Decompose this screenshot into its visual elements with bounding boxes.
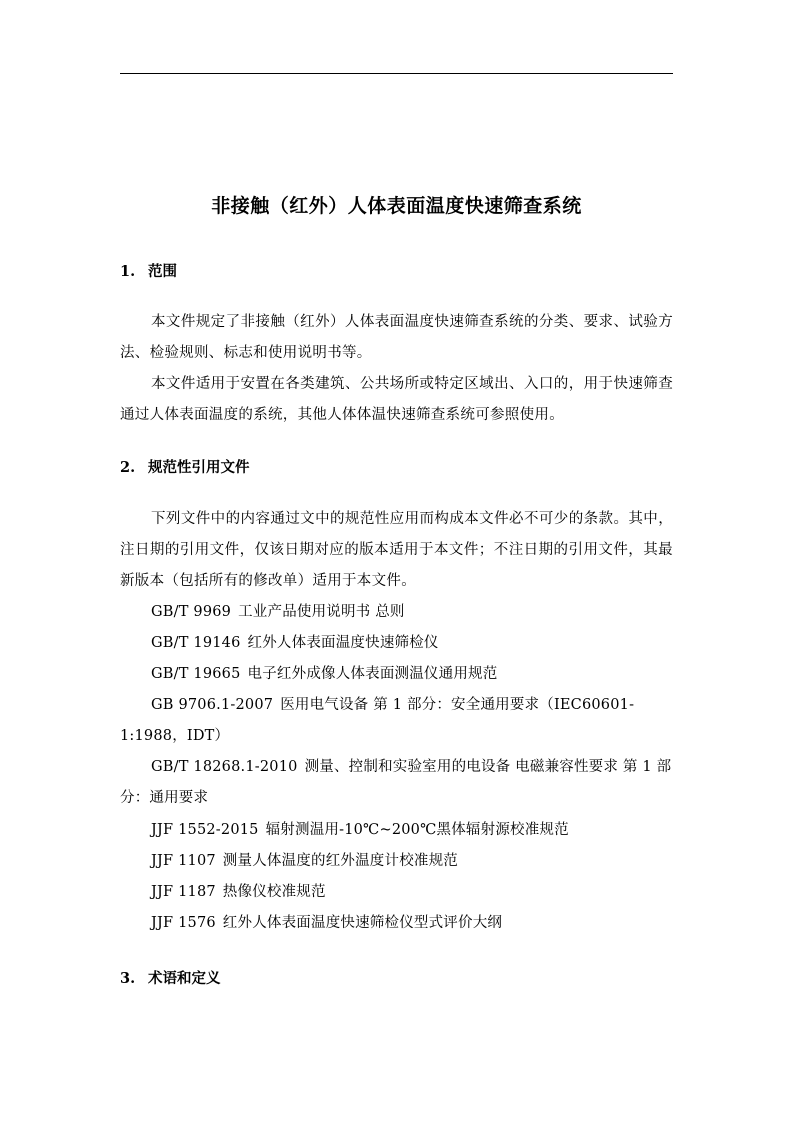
reference-code: GB 9706.1-2007 xyxy=(151,697,274,713)
section-number: 2. xyxy=(120,459,136,476)
reference-item xyxy=(120,628,673,659)
section-number: 1. xyxy=(120,263,136,280)
scope-paragraph-1: 本文件规定了非接触（红外）人体表面温度快速筛查系统的分类、要求、试验方法、检验规则、标志和使用说明书等。 xyxy=(120,314,673,361)
reference-title: 测量人体温度的红外温度计校准规范 xyxy=(222,853,458,869)
reference-item xyxy=(120,877,673,908)
reference-code: JJF 1552-2015 xyxy=(151,822,259,838)
reference-title: 医用电气设备 第 1 部分：安全通用要求（IEC60601-1:1988，IDT） xyxy=(120,697,635,744)
section-number: 3. xyxy=(120,970,136,987)
reference-item xyxy=(120,597,673,628)
reference-title: 热像仪校准规范 xyxy=(222,884,326,900)
section-title: 范围 xyxy=(148,263,177,280)
section-title: 术语和定义 xyxy=(148,970,221,987)
section-1-heading xyxy=(120,260,177,281)
reference-code: JJF 1107 xyxy=(151,853,216,869)
references-intro: 下列文件中的内容通过文中的规范性应用而构成本文件必不可少的条款。其中，注日期的引用文件，仅该日期对应的版本适用于本文件；不注日期的引用文件，其最新版本（包括所有的修改单）适用于本文件。 xyxy=(120,511,673,589)
reference-item xyxy=(120,815,673,846)
reference-title: 工业产品使用说明书 总则 xyxy=(238,604,405,620)
header-rule xyxy=(120,73,673,74)
reference-title: 红外人体表面温度快速筛检仪 xyxy=(247,635,439,651)
reference-code: GB/T 19665 xyxy=(151,666,241,682)
reference-item xyxy=(120,690,673,752)
reference-item xyxy=(120,659,673,690)
section-3-heading xyxy=(120,967,221,988)
scope-paragraph-2: 本文件适用于安置在各类建筑、公共场所或特定区域出、入口的，用于快速筛查通过人体表面温度的系统，其他人体体温快速筛查系统可参照使用。 xyxy=(120,376,673,423)
section-title: 规范性引用文件 xyxy=(148,459,250,476)
reference-title: 红外人体表面温度快速筛检仪型式评价大纲 xyxy=(222,915,503,931)
reference-code: JJF 1576 xyxy=(151,915,216,931)
reference-code: GB/T 18268.1-2010 xyxy=(151,759,298,775)
reference-title: 辐射测温用-10℃~200℃黑体辐射源校准规范 xyxy=(265,822,569,838)
reference-code: JJF 1187 xyxy=(151,884,216,900)
page-title: 非接触（红外）人体表面温度快速筛查系统 xyxy=(211,195,582,217)
section-2-heading xyxy=(120,456,250,477)
reference-item xyxy=(120,846,673,877)
reference-item xyxy=(120,908,673,939)
reference-code: GB/T 19146 xyxy=(151,635,241,651)
reference-code: GB/T 9969 xyxy=(151,604,232,620)
reference-title: 电子红外成像人体表面测温仪通用规范 xyxy=(247,666,498,682)
reference-title: 测量、控制和实验室用的电设备 电磁兼容性要求 第 1 部分：通用要求 xyxy=(120,759,672,806)
reference-item xyxy=(120,752,673,814)
